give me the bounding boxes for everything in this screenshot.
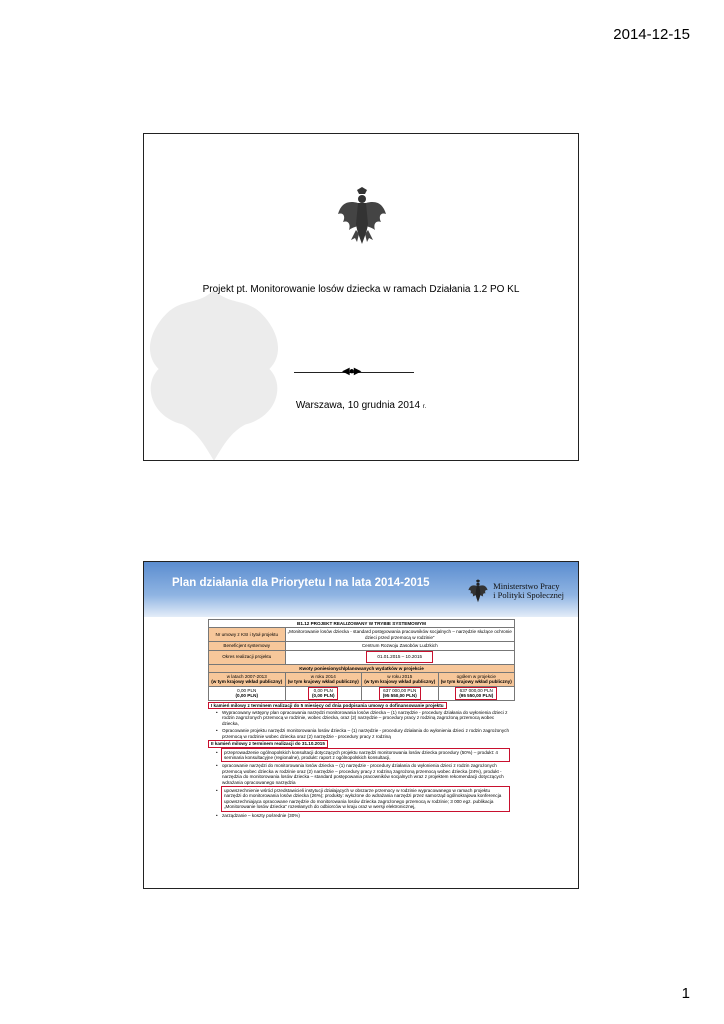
ministry-line-2: i Polityki Społecznej [493,590,564,600]
ministry-line-1: Ministerstwo Pracy [493,581,560,591]
cost-amount: 0,00 PLN (0,00 PLN) [209,686,286,700]
embedded-document [208,619,515,889]
place-date-text: Warszawa, 10 grudnia 2014 [295,400,421,411]
list-item: • upowszechnienie wśród przedstawicieli instytucji działających w obszarze przemocy w rodzinie wypracowanego w ramach projektu narzędzi do monitorowania losów dziecka (26%); produkty: wyłożone do wdrażania narzędzi przez samorząd ogólnokrajowa konferencja upowszechniająca opracowane narzędzie do monitorowania losów dziecka zagrożonego przemocą w rodzinie; 3 000 egz. publikacja „Monitorowanie losów dziecka” rozesłanych do odbiorców w kraju oraz w wersji elektronicznej, [222,787,509,811]
eagle-watermark-icon [143,274,294,461]
cost-amount: 637 000,00 PLN (95 550,00 PLN) [438,686,515,700]
page-number: 1 [681,985,690,1002]
page-date: 2014-12-15 [613,26,690,43]
cost-period: w latach 2007-2013 (w tym krajowy wkład publiczny) [209,673,286,687]
cost-period: w roku 2014 (w tym krajowy wkład publiczny) [285,673,362,687]
list-item: • Wypracowany wstępny plan opracowania narzędzi monitorowania losów dziecka – (1) narzędzie - procedury działania do wyłonienia dzieci z rodzin zagrożonych przemocą w rodzinie, wobec dziecka, oraz (2) narzędzie – procedury pracy z rodziną zagrożoną przemocą wobec dziecka, [222,710,509,726]
costs-header: Kwoty poniesionych/planowanych wydatków w projekcie [209,664,515,672]
milestone-2-list [208,749,515,818]
slide-1 [143,133,579,461]
ornament-icon: ◀●▶ [342,366,361,377]
milestone-1: I kamień milowy z terminem realizacji do 5 miesięcy od dnia podpisania umowy o dofinansowanie projektu [211,702,444,708]
place-date-suffix: r. [422,404,427,410]
cost-period: w roku 2015 (w tym krajowy wkład publiczny) [362,673,439,687]
slide-2 [143,561,579,889]
row-label: Okres realizacji projektu [209,650,286,664]
polish-eagle-emblem-icon [337,186,387,246]
cost-period: ogółem w projekcie (w tym krajowy wkład publiczny) [438,673,515,687]
list-item: • opracowanie narzędzi do monitorowania losów dziecka – (1) narzędzie - procedury działania do wyłonienia dzieci z rodzin zagrożonych przemocą wobec dziecka w rodzinie oraz (2) narzędzie – procedury pracy z rodziną zagrożoną przemocą wobec dziecka (24%), produkt - narzędzia do monitorowania losów dziecka – standard postępowania pracowników socjalnych wraz z projektem rekomendacji dotyczących wdrażania opracowanego narzędzia [222,763,509,785]
project-period: 01.01.2015 – 10.2015 [367,652,432,661]
ministry-logo [467,579,564,603]
slide-title: Plan działania dla Priorytetu I na lata 2014-2015 [172,577,430,589]
list-item: • zarządzanie – koszty pośrednie (30%) [222,813,509,818]
project-title: Projekt pt. Monitorowanie losów dziecka w ramach Działania 1.2 PO KL [202,284,520,295]
row-value: Centrum Rozwoju Zasobów Ludzkich [285,642,515,650]
project-table [208,619,515,701]
ministry-eagle-icon [467,579,489,603]
row-label: Nr umowy z KSI i tytuł projektu [209,628,286,642]
list-item: • przeprowadzenie ogólnopolskich konsultacji dotyczących projektu narzędzi monitorowania losów dziecka procedury (50%) – produkt: 4 seminaria konsultacyjne (regionalne), produkt: raport z ogólnopolskich konsultacji, [222,749,509,762]
milestone-2: II kamień milowy z terminem realizacji do 31.10.2015 [211,741,325,747]
place-and-date [144,400,578,411]
row-label: Beneficjent systemowy [209,642,286,650]
list-item: • Opracowanie projektu narzędzi monitorowania losów dziecka – (1) narzędzie - procedury działania do wyłonienia dzieci z rodzin zagrożonych przemocą w rodzinie wobec dziecka oraz (2) narzędzie - procedury pracy z rodziną [222,728,509,739]
milestone-1-list [208,710,515,739]
cost-amount: 0,00 PLN (0,00 PLN) [285,686,362,700]
row-value: „Monitorowanie losów dziecka - standard postępowania pracowników socjalnych – narzędzie służące ochronie dzieci przed przemocą w rodzinie” [285,628,515,642]
table-header: B1.12 PROJEKT REALIZOWANY W TRYBIE SYSTEMOWYM [209,620,515,628]
cost-amount: 637 000,00 PLN (95 550,00 PLN) [362,686,439,700]
